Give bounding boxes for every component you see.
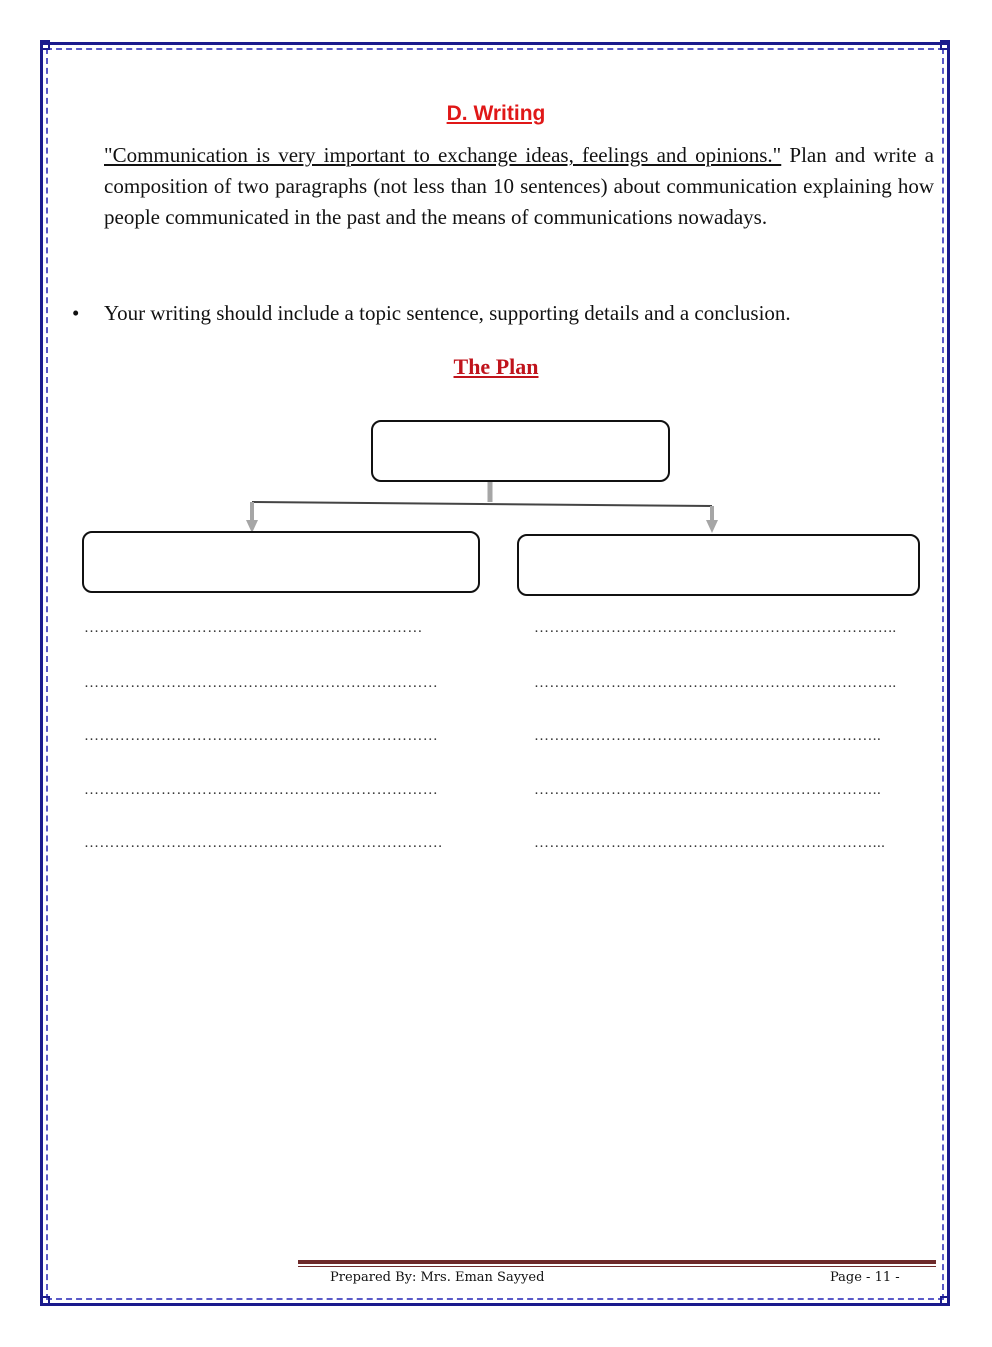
writing-line-left[interactable]: ………………………………………………………… xyxy=(84,620,423,636)
border-corner-ornament xyxy=(940,1296,950,1306)
border-corner-ornament xyxy=(40,1296,50,1306)
plan-nowadays-box[interactable] xyxy=(517,534,920,596)
footer-rule xyxy=(298,1260,936,1264)
writing-line-right[interactable]: ………………………………………………………….. xyxy=(534,728,882,744)
writing-line-left[interactable]: …………………………………………………………… xyxy=(84,782,439,798)
writing-line-left[interactable]: ……………………………………………………………. xyxy=(84,835,443,851)
plan-past-box[interactable] xyxy=(82,531,480,593)
writing-line-right[interactable]: …………………………………………………………….. xyxy=(534,620,897,636)
bullet-text: Your writing should include a topic sentence, supporting details and a conclusion. xyxy=(104,301,791,325)
footer-page-number: Page - 11 - xyxy=(830,1270,900,1285)
writing-line-right[interactable]: …………………………………………………………... xyxy=(534,835,886,851)
footer-rule-thin xyxy=(298,1266,936,1267)
prompt-quote: "Communication is very important to exchange ideas, feelings and opinions." xyxy=(104,143,782,167)
plan-connector xyxy=(0,0,992,560)
plan-title: The Plan xyxy=(453,354,539,379)
writing-line-right[interactable]: …………………………………………………………….. xyxy=(534,675,897,691)
writing-line-left[interactable]: …………………………………………………………… xyxy=(84,675,439,691)
writing-line-right[interactable]: ………………………………………………………….. xyxy=(534,782,882,798)
prompt-instructions: Plan and write a composition of two paragraphs (not less than 10 sentences) about communication explaining how people communicated in the past and the means of communications nowadays. xyxy=(104,143,934,229)
footer-author: Prepared By: Mrs. Eman Sayyed xyxy=(330,1270,545,1285)
bullet-icon: • xyxy=(72,301,80,325)
writing-line-left[interactable]: …………………………………………………………… xyxy=(84,728,439,744)
connector-branch xyxy=(252,502,712,506)
arrow-down-icon xyxy=(706,520,718,533)
section-heading: D. Writing xyxy=(446,102,546,125)
